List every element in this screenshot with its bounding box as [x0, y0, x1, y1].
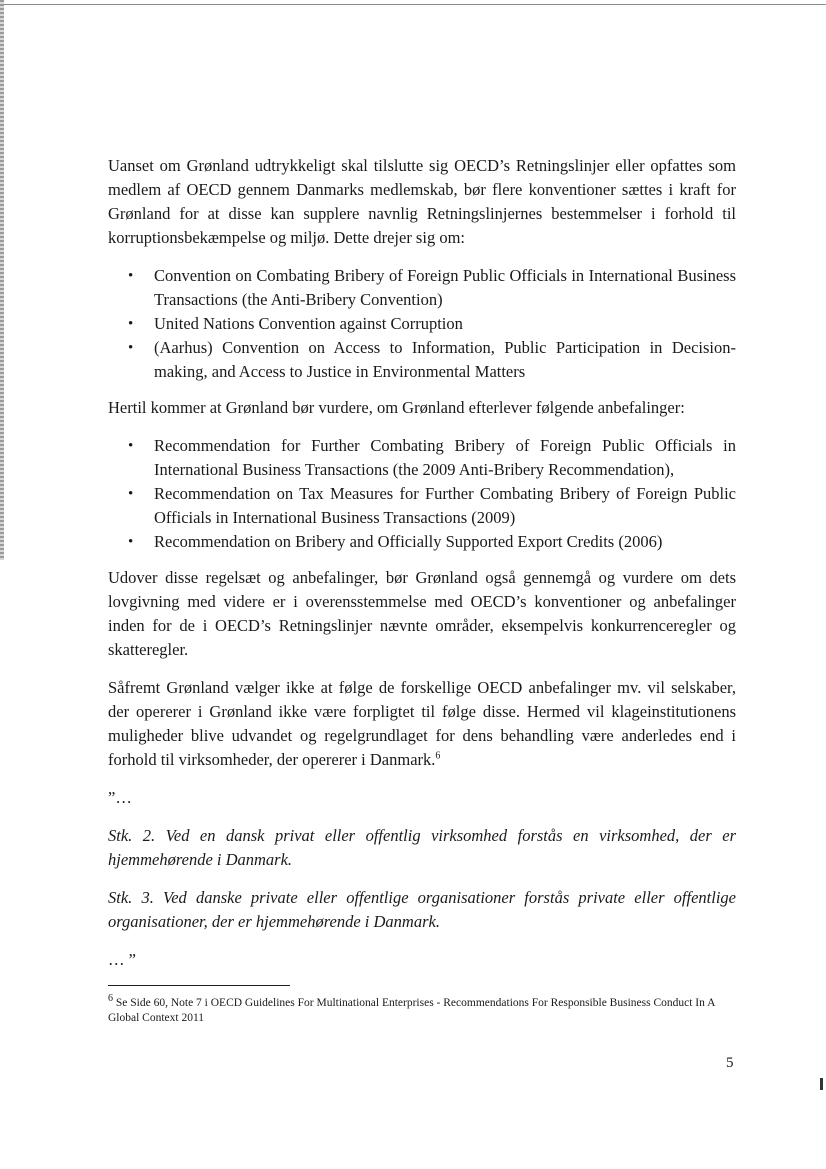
quote-open: ”… — [108, 788, 132, 807]
scan-top-rule — [0, 4, 826, 5]
bullet-icon: • — [128, 534, 134, 550]
bullet-icon: • — [128, 316, 134, 332]
consequence-paragraph: Såfremt Grønland vælger ikke at følge de forskellige OECD anbefalinger mv. vil selskaber, der opererer i Grønland ikke være forpligtet til følge disse. Hermed vil klageinstitutionens muligheder blive udvandet og regelgrundlaget for dens behandling være anderledes end i forhold til virksomheder, der opererer i Danmark.$^6$ — [108, 678, 736, 769]
footnote-number: 6 — [108, 993, 113, 1005]
page-body — [108, 154, 736, 986]
stk-3-quote: Stk. 3. Ved danske private eller offentlige organisationer forstås private eller offentlige organisationer, der er hjemmehørende i Danmark. — [108, 888, 736, 931]
review-paragraph: Udover disse regelsæt og anbefalinger, bør Grønland også gennemgå og vurdere om dets lovgivning med videre er i overensstemmelse med OECD’s konventioner og anbefalinger inden for de i OECD’s Retningslinjer nævnte områder, eksempelvis konkurrenceregler og skatteregler. — [108, 568, 736, 659]
footnote-reference: 6 — [435, 750, 441, 762]
conventions-list — [108, 264, 736, 384]
scan-left-edge — [0, 0, 4, 560]
bullet-icon: • — [128, 340, 134, 356]
list-item: • Recommendation for Further Combating Bribery of Foreign Public Officials in International Business Transactions (the 2009 Anti-Bribery Recommendation), — [128, 436, 736, 479]
recommendations-intro: Hertil kommer at Grønland bør vurdere, om Grønland efterlever følgende anbefalinger: — [108, 398, 685, 417]
scan-edge-mark — [820, 1078, 823, 1090]
footnote-divider — [108, 985, 290, 986]
bullet-icon: • — [128, 486, 134, 502]
footnote-text: Se Side 60, Note 7 i OECD Guidelines For Multinational Enterprises - Recommendations For Responsible Business Conduct In A Global Context 2011 — [108, 997, 715, 1024]
list-item: • (Aarhus) Convention on Access to Information, Public Participation in Decision-making, and Access to Justice in Environmental Matters — [128, 338, 736, 381]
intro-paragraph: Uanset om Grønland udtrykkeligt skal tilslutte sig OECD’s Retningslinjer eller opfattes som medlem af OECD gennem Danmarks medlemskab, bør flere konventioner sættes i kraft for Grønland for at disse kan supplere navnlig Retningslinjernes bestemmelser i forhold til korruptionsbekæmpelse og miljø. Dette drejer sig om: — [108, 156, 736, 247]
list-item: • Recommendation on Bribery and Officially Supported Export Credits (2006) — [154, 530, 736, 554]
recommendations-list — [108, 434, 736, 554]
list-item: • Recommendation on Tax Measures for Further Combating Bribery of Foreign Public Officials in International Business Transactions (2009) — [128, 484, 736, 527]
stk-2-quote: Stk. 2. Ved en dansk privat eller offentlig virksomhed forstås en virksomhed, der er hjemmehørende i Danmark. — [108, 826, 736, 869]
footnote — [108, 993, 738, 1026]
list-item: • United Nations Convention against Corruption — [154, 312, 736, 336]
bullet-icon: • — [128, 438, 134, 454]
bullet-icon: • — [128, 268, 134, 284]
quote-close: … ” — [108, 950, 136, 969]
list-item: • Convention on Combating Bribery of Foreign Public Officials in International Business Transactions (the Anti-Bribery Convention) — [128, 266, 736, 309]
page-number: 5 — [726, 1055, 734, 1071]
